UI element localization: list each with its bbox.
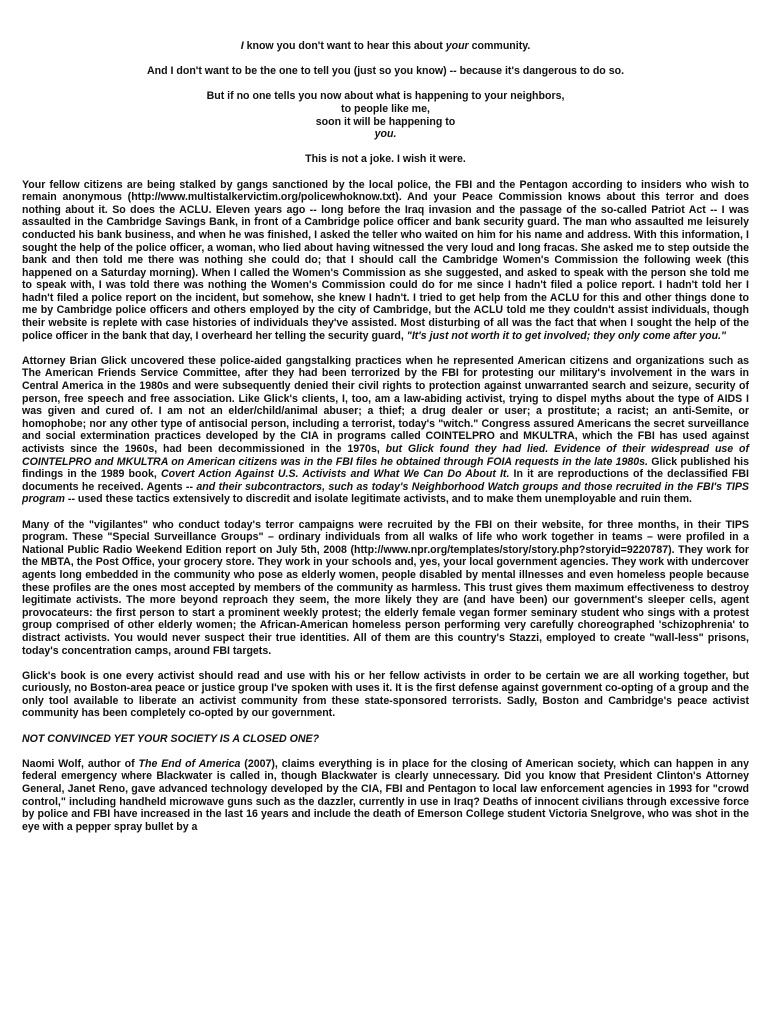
- intro-your: your: [445, 40, 469, 52]
- p5-body-a: Naomi Wolf, author of: [22, 757, 139, 770]
- intro-line-3: But if no one tells you now about what is happening to your neighbors,: [206, 90, 565, 103]
- p2-body-a: Attorney Brian Glick uncovered these police-aided gangstalking practices when he represented American citizens and organizations such as The American Friends Service Committee, after they had been terrorized by the FBI for protesting our military's involvement in the wars in Central America in the 1980s and were subsequently denied their civil rights to protection against unwarranted search and seizure, security of person, free speech and free association. Like Glick's clients, I, too, am a law-abiding activist, trying to dispel myths about the type of AIDS I was given and cured of. I am not an elder/child/animal abuser; a thief; a drug dealer or user; a prostitute; a racist; an anti-Semite, or homophobe; nor any other type of antisocial person, including a terrorist, today's "witch." Congress assured Americans the secret surveillance and social extermination practices developed by the CIA in programs called COINTELPRO and MKULTRA, which the FBI has used against activists since the 1960s, had been decommissioned in the 1970s,: [22, 354, 749, 455]
- paragraph-3: Many of the "vigilantes" who conduct today's terror campaigns were recruited by the FBI on their website, for three months, in their TIPS program. These "Special Surveillance Groups" – ordinary individuals from all walks of life who work together in teams – were profiled in a National Public Radio Weekend Edition report on July 5th, 2008 (http://www.npr.org/templates/story/story.php?storyid=9220787). They work for the MBTA, the Post Office, your grocery store. They work in your schools and, yes, your local government agencies. They work with undercover agents long embedded in the community who pose as elderly women, people disabled by mental illnesses and even homeless people because these profiles are the ones most accepted by members of the community as harmless. This trust gives them maximum effectiveness to destroy legitimate activists. The more beyond reproach they seem, the more likely they are (and have been) our government's sleeper cells, agent provocateurs: the first person to start a prominent weekly protest; the elderly female vegan former seminary student who sings with a protest group comprised of other elderly women; the African-American homeless person performing very carefully choreographed 'schizophrenia' to distract activists. You would never suspect their true identities. All of them are this country's Stazzi, employed to create "wall-less" prisons, today's concentration camps, around FBI targets.: [22, 518, 749, 657]
- intro-stanza: [22, 90, 749, 140]
- p2-emphasis-1: but Glick found they had lied. Evidence of their widespread use of COINTELPRO and MKULTRA on American citizens was in the FBI files he obtained through FOIA requests in the late 1980s.: [22, 443, 749, 468]
- p5-body-c: (2007), claims everything is in place for the closing of American society, which can happen in any federal emergency where Blackwater is called in, though Blackwater is clearly unnecessary. Did you know that President Clinton's Attorney General, Janet Reno, gave advanced technology developed by the CIA, FBI and Pentagon to local law enforcement agencies in 1993 for "crowd control," including handheld microwave guns such as the dazzler, currently in use in Iraq? Deaths of innocent civilians through excessive force by police and FBI have increased in the last 16 years and include the death of Emerson College student Victoria Snelgrove, who was shot in the eye with a pepper spray bullet by a: [22, 757, 750, 833]
- intro-text-2: community.: [468, 40, 531, 52]
- p2-book-title: Covert Action Against U.S. Activists and What We Can Do About It.: [160, 468, 510, 481]
- p1-quote: "It's just not worth it to get involved; they only come after you.": [406, 329, 727, 342]
- intro-text-1: know you don't want to hear this about: [243, 40, 446, 52]
- section-heading: NOT CONVINCED YET YOUR SOCIETY IS A CLOSED ONE?: [22, 732, 320, 745]
- document-page: [22, 40, 749, 846]
- intro-i: I: [240, 40, 244, 52]
- intro-line-5: soon it will be happening to: [315, 115, 456, 128]
- paragraph-4: Glick's book is one every activist should read and use with his or her fellow activists in order to be certain we are all working together, but curiously, no Boston-area peace or justice group I've spoken with uses it. It is the first defense against government co-opting of a group and the only tool available to liberate an activist community from these state-sponsored terrorists. Sadly, Boston and Cambridge's peace activist community has been completely co-opted by our government.: [22, 669, 749, 720]
- intro-line-2: And I don't want to be the one to tell you (just so you know) -- because it's dangerous to do so.: [146, 65, 625, 78]
- paragraph-2: [22, 355, 749, 506]
- paragraph-5: [22, 758, 749, 834]
- p1-body: Your fellow citizens are being stalked by gangs sanctioned by the local police, the FBI and the Pentagon according to insiders who wish to remain anonymous (http://www.multistalkervictim.org/policewhoknow.txt). And your Peace Commission knows about this terror and does nothing about it. So does the ACLU. Eleven years ago -- long before the Iraq invasion and the passage of the so-called Patriot Act -- I was assaulted in the Cambridge Savings Bank, in front of a Cambridge police officer and bank security guard. The man who assaulted me leisurely conducted his bank business, and when he was finished, I asked the teller who waited on him for his name and address. With this information, I sought the help of the police officer, a woman, who lied about having witnessed the very loud and long fracas. She asked me to step outside the bank and then told me there was nothing she could do; that I should call the Cambridge Women's Commission the following week (this happened on a Saturday morning). When I called the Women's Commission as she suggested, and asked to speak with the person she told me to speak with, I was told there was nothing the Women's Commission could do for me since I hadn't filed a police report. I hadn't told her I hadn't filed a police report on the incident, but somehow, she knew I hadn't. I tried to get help from the ACLU for this and other things done to me by Cambridge police officers and others employed by the city of Cambridge, but the ACLU told me they couldn't assist individuals, though their website is replete with case histories of individuals they've assisted. Most disturbing of all was the fact that when I sought the help of the police officer in the bank that day, I overheard her telling the security guard,: [22, 178, 749, 342]
- paragraph-1: [22, 179, 749, 343]
- p2-body-e: In it are reproductions of the declassified FBI documents he received. Agents --: [22, 468, 749, 493]
- intro-line-1: [22, 40, 749, 53]
- p5-book-title: The End of America: [138, 757, 241, 770]
- p2-emphasis-2: and their subcontractors, such as today's Neighborhood Watch groups and those recruited in the FBI's TIPS program: [22, 480, 749, 506]
- intro-line-4: to people like me,: [341, 102, 430, 115]
- p2-body-g: -- used these tactics extensively to discredit and isolate legitimate activists, and to make them unemployable and ruin them.: [64, 493, 692, 506]
- intro-line-7: This is not a joke. I wish it were.: [305, 153, 466, 166]
- p2-body-c: Glick published his findings in the 1989 book,: [22, 455, 750, 481]
- intro-line-6: you.: [374, 128, 397, 141]
